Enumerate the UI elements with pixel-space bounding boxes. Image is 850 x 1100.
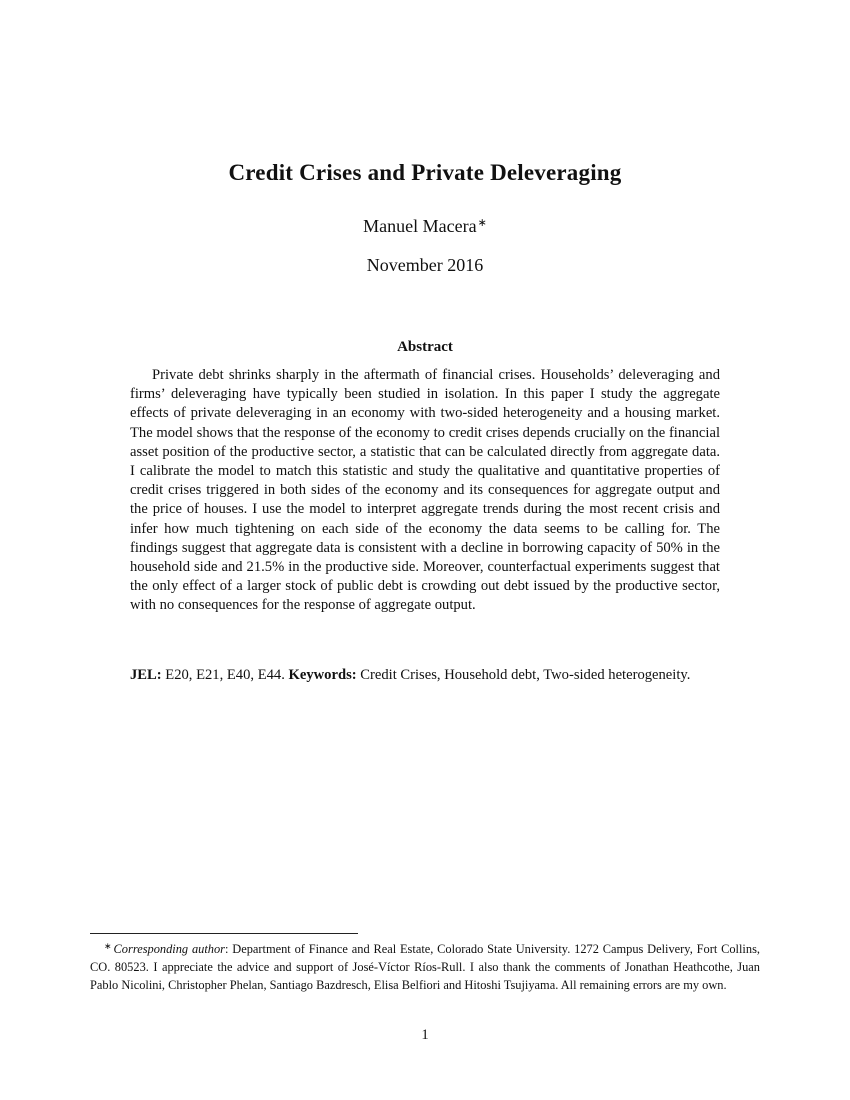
abstract-text: Private debt shrinks sharply in the aftermath of financial crises. Households’ deleveraging and firms’ deleveraging have typically been studied in isolation. In this paper I study the aggregate effects of private deleveraging in an economy with two-sided heterogeneity and a housing market. The model shows that the response of the economy to credit crises depends crucially on the financial asset position of the productive sector, a statistic that can be calculated directly from aggregate data. I calibrate the model to match this statistic and study the qualitative and quantitative properties of credit crises triggered in both sides of the economy and its consequences for aggregate output and the price of houses. I use the model to interpret aggregate trends during the most recent crisis and infer how much tightening on each side of the economy the data seems to be calling for. The findings suggest that aggregate data is consistent with a decline in borrowing capacity of 50% in the household side and 21.5% in the productive side. Moreover, counterfactual experiments suggest that the only effect of a larger stock of public debt is crowding out debt issued by the productive sector, with no consequences for the response of aggregate output. <box>130 367 720 614</box>
footnote-divider <box>90 933 358 934</box>
jel-keywords-line <box>130 666 720 685</box>
jel-label: JEL: <box>130 667 162 683</box>
author-line <box>0 216 850 237</box>
author-name: Manuel Macera <box>363 216 477 236</box>
footnote <box>90 937 760 994</box>
footnote-mark: ∗ <box>104 941 112 951</box>
paper-date: November 2016 <box>366 255 484 275</box>
paper-title: Credit Crises and Private Deleveraging <box>228 160 622 185</box>
page-number: 1 <box>421 1027 429 1043</box>
jel-codes: E20, E21, E40, E44. <box>165 667 285 683</box>
abstract-heading: Abstract <box>397 339 453 355</box>
footnote-role: Corresponding author <box>113 942 225 956</box>
footnote-text: : Department of Finance and Real Estate, Colorado State University. 1272 Campus Delivery, Fort Collins, CO. 80523. I appreciate the advice and support of José-Víctor Ríos-Rull. I also thank the comments of Jonathan Heathcothe, Juan Pablo Nicolini, Christopher Phelan, Santiago Bazdresch, Elisa Belfiori and Hitoshi Tsujiyama. All remaining errors are my own. <box>90 942 760 992</box>
author-footnote-mark: ∗ <box>477 217 487 229</box>
keywords-text: Credit Crises, Household debt, Two-sided heterogeneity. <box>360 667 691 683</box>
keywords-label: Keywords: <box>288 667 357 683</box>
